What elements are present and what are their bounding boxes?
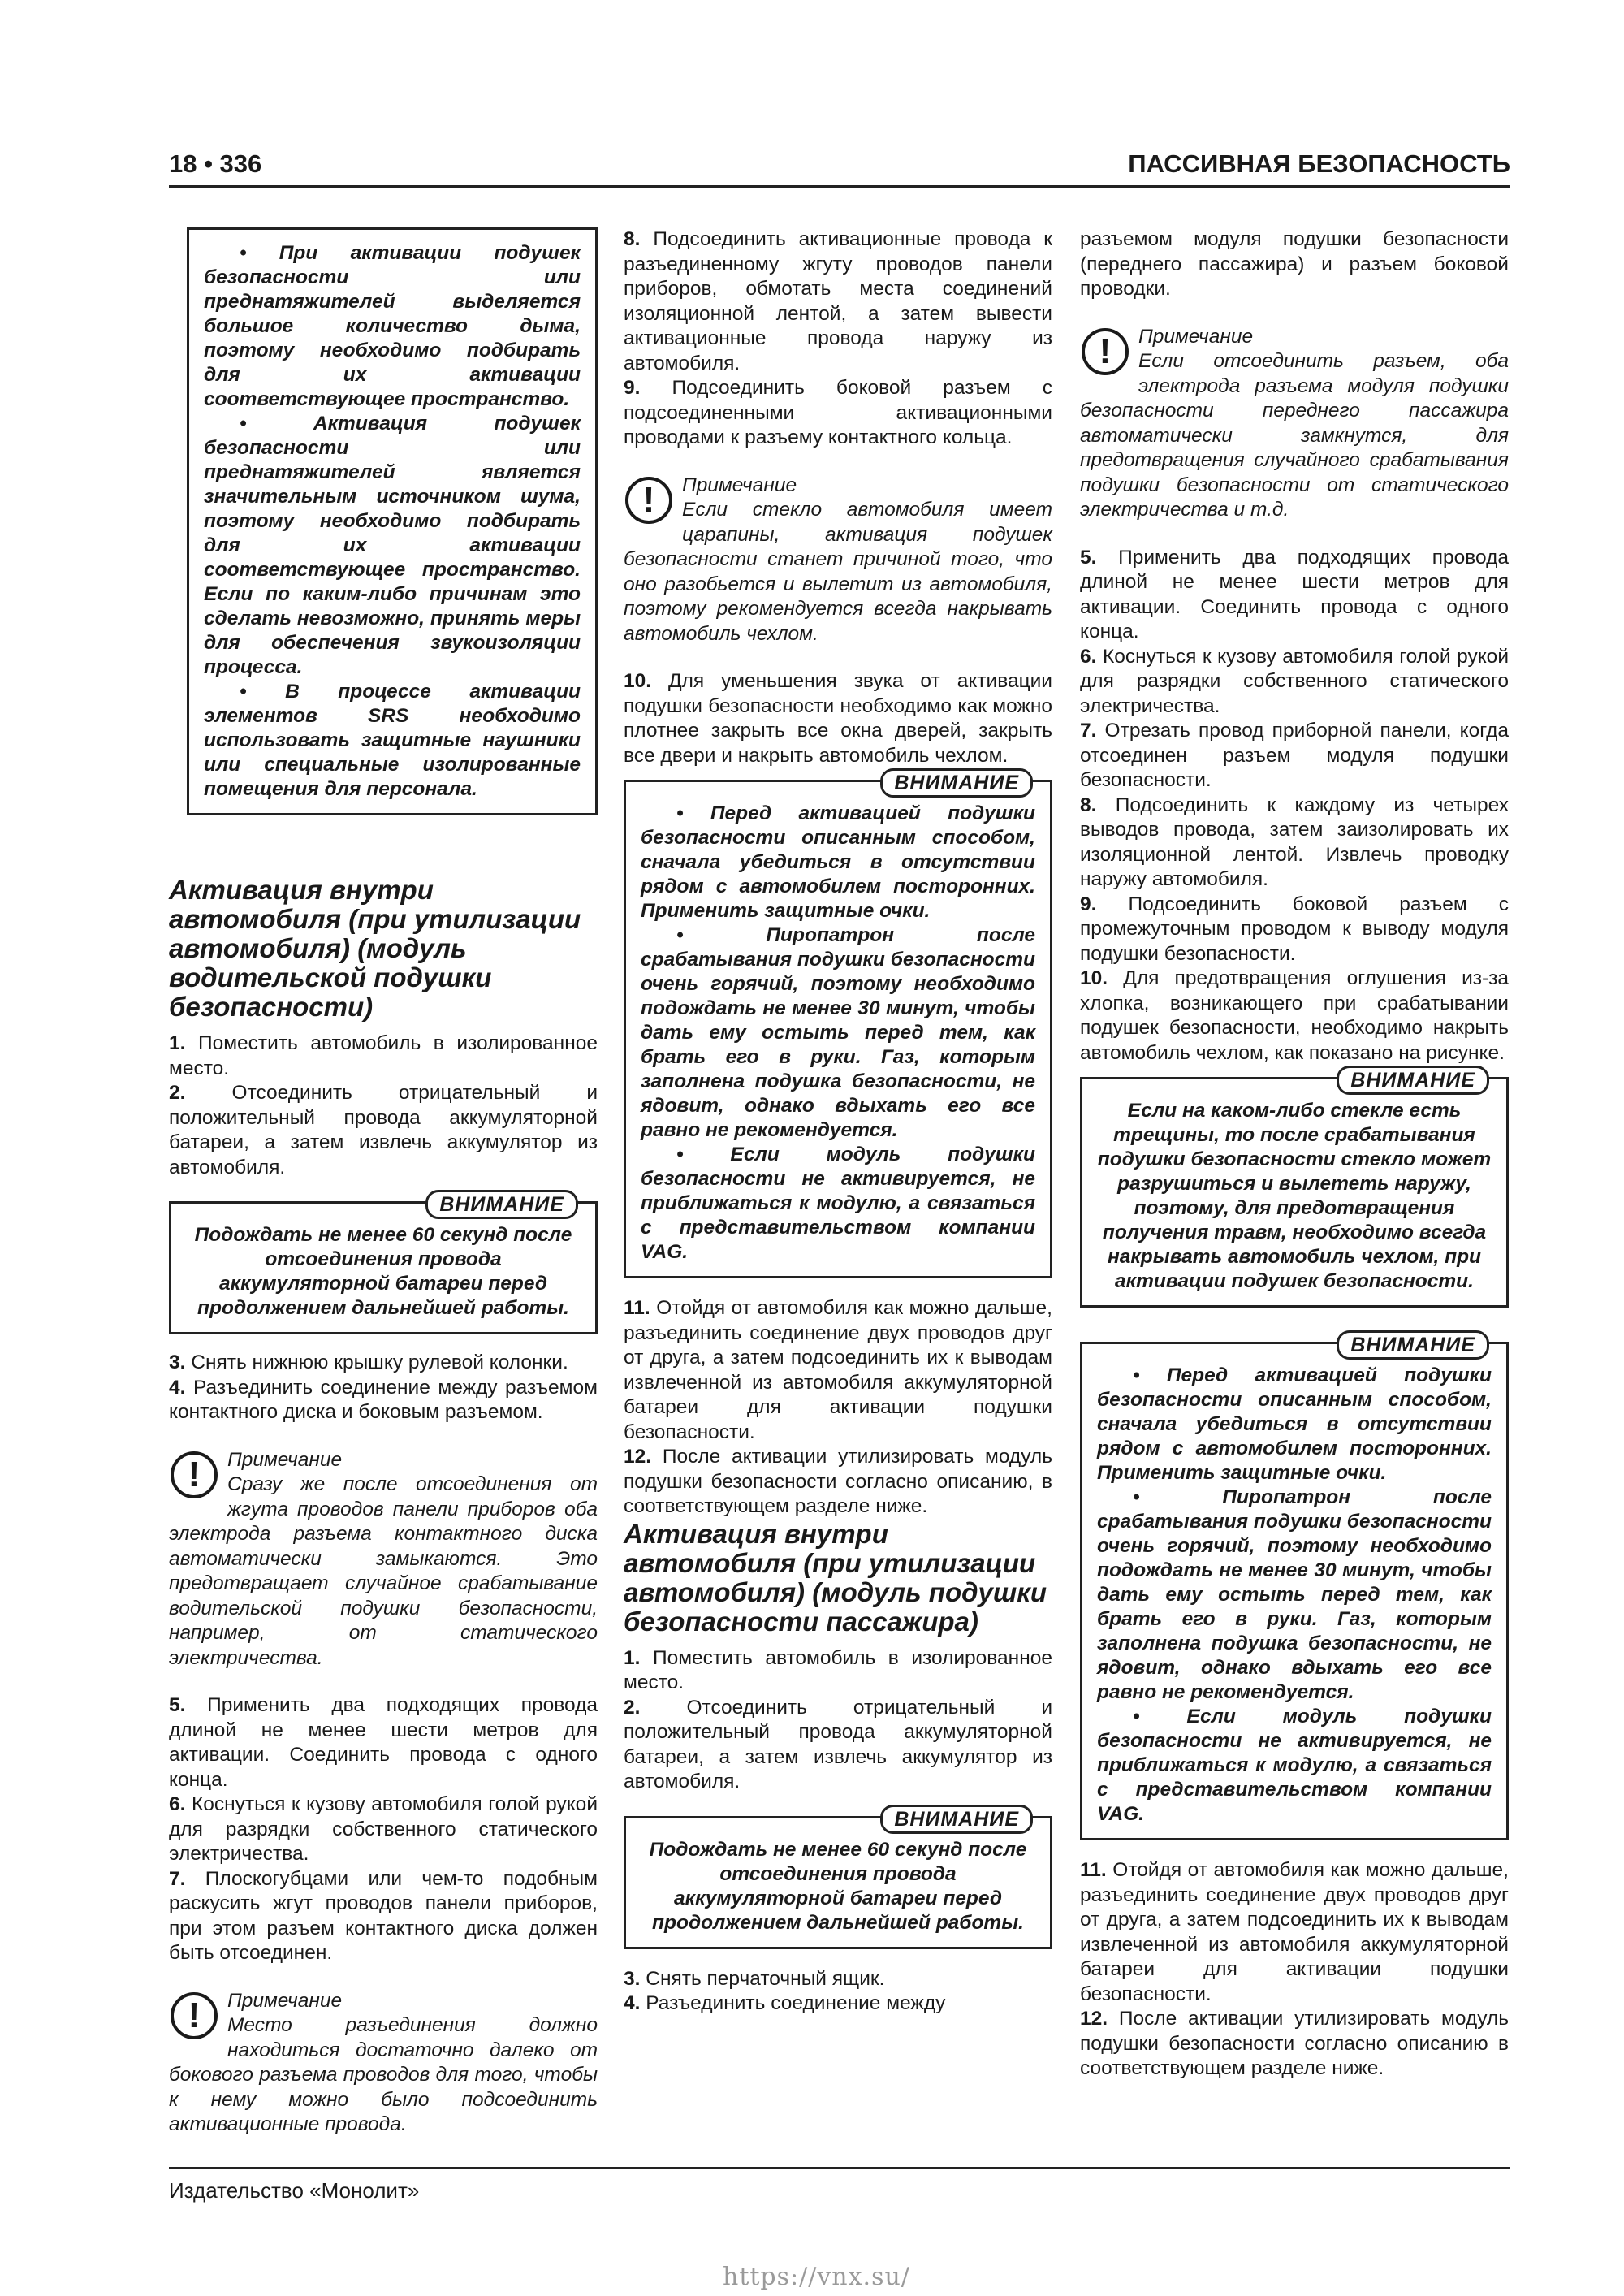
note-text: Место разъединения должно находиться достаточно далеко от бокового разъема проводов для того, чтобы к нему можно было подсоединить активационные провода. (169, 2014, 598, 2135)
section-heading: Активация внутри автомобиля (при утилизации автомобиля) (модуль водительской подушки безопасности) (169, 875, 581, 1022)
step-item: 11. Отойдя от автомобиля как можно дальше, разъединить соединение двух проводов друг от друга, а затем подсоединить их к выводам извлеченной из автомобиля аккумуляторной батареи для активации подушки безопасности. (1080, 1859, 1509, 2005)
section-title: ПАССИВНАЯ БЕЗОПАСНОСТЬ (1128, 149, 1510, 178)
exclamation-icon: ! (1082, 328, 1129, 375)
watermark-link[interactable]: https://vnx.su/ (723, 2263, 910, 2291)
warning-box (1080, 1066, 1509, 1308)
warning-box (1080, 1330, 1509, 1840)
publisher-name: Издательство «Монолит» (169, 2178, 420, 2203)
step-item: 2. Отсоединить отрицательный и положительный провода аккумуляторной батареи, а затем извлечь аккумулятор из автомобиля. (169, 1082, 598, 1178)
warning-box (624, 768, 1052, 1278)
step-item: 5. Применить два подходящих провода длиной не менее шести метров для активации. Соединить провода с одного конца. (169, 1694, 598, 1791)
caution-item: • Активация подушек безопасности или преднатяжителей является значительным источником шума, поэтому необходимо подбирать для их активации соответствующее пространство. Если по каким-либо причинам это сделать невозможно, принять меры для обеспечения звукоизоляции процесса. (204, 413, 581, 678)
note-title: Примечание (227, 1448, 343, 1471)
note-block (169, 1448, 598, 1671)
step-item: 3. Снять перчаточный ящик. (624, 1967, 885, 1990)
step-item: 4. Разъединить соединение между разъемом контактного диска и боковым разъемом. (169, 1376, 598, 1423)
column-1 (169, 227, 598, 2138)
note-title: Примечание (227, 1989, 343, 2012)
caution-item: • В процессе активации элементов SRS необходимо использовать защитные наушники или специальные изолированные помещения для персонала. (204, 681, 581, 800)
section-heading: Активация внутри автомобиля (при утилизации автомобиля) (модуль подушки безопасности пассажира) (624, 1518, 1047, 1637)
step-item: 9. Подсоединить боковой разъем с подсоединенными активационными проводами к разъему контактного кольца. (624, 377, 1052, 448)
warning-item: • Перед активацией подушки безопасности описанным способом, сначала убедиться в отсутствии рядом с автомобилем посторонних. Применить защитные очки. (1097, 1364, 1492, 1484)
step-item: 4. Разъединить соединение между (624, 1992, 946, 2014)
step-item: 10. Для уменьшения звука от активации подушки безопасности необходимо как можно плотнее закрыть все окна дверей, закрыть все двери и накрыть автомобиль чехлом. (624, 670, 1052, 767)
step-item: 3. Снять нижнюю крышку рулевой колонки. (169, 1351, 568, 1373)
step-item: 8. Подсоединить активационные провода к разъединенному жгуту проводов панели приборов, обмотать места соединений изоляционной лентой, а затем вывести активационные провода наружу из автомобиля. (624, 228, 1052, 374)
warning-item: • Если модуль подушки безопасности не активируется, не приближаться к модулю, а связаться с представительством компании VAG. (641, 1144, 1035, 1263)
step-item: 1. Поместить автомобиль в изолированное место. (624, 1646, 1052, 1693)
note-title: Примечание (1138, 325, 1254, 348)
note-title: Примечание (682, 473, 797, 496)
page-header (169, 146, 1510, 187)
warning-text: Подождать не менее 60 секунд после отсоединения провода аккумуляторной батареи перед продолжением дальнейшей работы. (194, 1224, 572, 1319)
note-block (624, 473, 1052, 647)
step-item: 7. Отрезать провод приборной панели, когда отсоединен разъем модуля подушки безопасности. (1080, 720, 1509, 791)
warning-item: • Если модуль подушки безопасности не активируется, не приближаться к модулю, а связаться с представительством компании VAG. (1097, 1706, 1492, 1825)
warning-label: ВНИМАНИЕ (880, 1805, 1033, 1834)
warning-label: ВНИМАНИЕ (1337, 1066, 1489, 1095)
warning-text: Если на каком-либо стекле есть трещины, то после срабатывания подушки безопасности стекло может разрушиться и вылететь наружу, поэтому, для предотвращения получения травм, необходимо всегда накрывать автомобиль чехлом, при активации подушек безопасности. (1097, 1100, 1492, 1292)
step-item: 9. Подсоединить боковой разъем с промежуточным проводом к выводу модуля подушки безопасности. (1080, 893, 1509, 965)
exclamation-icon: ! (171, 1992, 218, 2039)
note-text: Если отсоединить разъем, оба электрода разъема модуля подушки безопасности переднего пассажира автоматически замкнутся, для предотвращения случайного срабатывания подушки безопасности от статического электричества и т.д. (1080, 350, 1509, 521)
step-item: 6. Коснуться к кузову автомобиля голой рукой для разрядки собственного статического электричества. (1080, 645, 1509, 717)
footer-rule (169, 2167, 1510, 2169)
step-item: 8. Подсоединить к каждому из четырех выводов провода, затем заизолировать их изоляционной лентой. Извлечь проводку наружу автомобиля. (1080, 793, 1510, 890)
page-number: 18 • 336 (169, 149, 262, 178)
step-item: 5. Применить два подходящих провода длиной не менее шести метров для активации. Соединить провода с одного конца. (1080, 546, 1509, 642)
note-text: Если стекло автомобиля имеет царапины, активация подушек безопасности станет причиной того, что оно разобьется и вылетит из автомобиля, поэтому рекомендуется всегда накрывать автомобиль чехлом. (624, 499, 1052, 645)
column-2 (624, 227, 1052, 2017)
warning-label: ВНИМАНИЕ (880, 768, 1033, 798)
step-item: 10. Для предотвращения оглушения из-за хлопка, возникающего при срабатывании подушек безопасности, необходимо накрыть автомобиль чехлом, как показано на рисунке. (1080, 967, 1509, 1064)
step-item: 7. Плоскогубцами или чем-то подобным раскусить жгут проводов панели приборов, при этом разъем контактного диска должен быть отсоединен. (169, 1867, 598, 1964)
warning-item: • Перед активацией подушки безопасности описанным способом, сначала убедиться в отсутствии рядом с автомобилем посторонних. Применить защитные очки. (641, 802, 1035, 922)
warning-box (169, 1190, 598, 1334)
caution-box (187, 227, 598, 815)
caution-item: • При активации подушек безопасности или преднатяжителей выделяется большое количество дыма, поэтому необходимо подбирать для их активации соответствующее пространство. (204, 242, 581, 410)
step-item: 12. После активации утилизировать модуль подушки безопасности согласно описанию, в соответствующем разделе ниже. (624, 1446, 1052, 1517)
step-item: 11. Отойдя от автомобиля как можно дальше, разъединить соединение двух проводов друг от друга, а затем подсоединить их к выводам извлеченной из автомобиля аккумуляторной батареи для активации подушки безопасности. (624, 1297, 1052, 1443)
step-item: 1. Поместить автомобиль в изолированное место. (169, 1032, 598, 1079)
note-text: Сразу же после отсоединения от жгута проводов панели приборов оба электрода разъема контактного диска автоматически замыкаются. Это предотвращает случайное срабатывание водительской подушки безопасности, например, от статического электричества. (169, 1473, 598, 1669)
warning-text: Подождать не менее 60 секунд после отсоединения провода аккумуляторной батареи перед продолжением дальнейшей работы. (649, 1838, 1027, 1934)
continued-text: разъемом модуля подушки безопасности (переднего пассажира) и разъем боковой проводки. (1080, 228, 1509, 300)
warning-box (624, 1805, 1052, 1949)
warning-label: ВНИМАНИЕ (1337, 1330, 1489, 1360)
step-item: 12. После активации утилизировать модуль подушки безопасности согласно описанию в соответствующем разделе ниже. (1080, 2008, 1509, 2079)
step-item: 6. Коснуться к кузову автомобиля голой рукой для разрядки собственного статического электричества. (169, 1793, 598, 1865)
warning-item: • Пиропатрон после срабатывания подушки безопасности очень горячий, поэтому необходимо подождать не менее 30 минут, чтобы дать ему остыть перед тем, как брать его в руки. Газ, которым заполнена подушка безопасности, не ядовит, однако вдыхать его все равно не рекомендуется. (1097, 1486, 1492, 1703)
exclamation-icon: ! (171, 1451, 218, 1498)
warning-item: • Пиропатрон после срабатывания подушки безопасности очень горячий, поэтому необходимо подождать не менее 30 минут, чтобы дать ему остыть перед тем, как брать его в руки. Газ, которым заполнена подушка безопасности, не ядовит, однако вдыхать его все равно не рекомендуется. (641, 924, 1035, 1141)
column-3 (1080, 227, 1509, 2082)
warning-label: ВНИМАНИЕ (425, 1190, 578, 1219)
header-rule (169, 185, 1510, 188)
step-item: 2. Отсоединить отрицательный и положительный провода аккумуляторной батареи, а затем извлечь аккумулятор из автомобиля. (624, 1696, 1053, 1792)
exclamation-icon: ! (625, 477, 672, 524)
note-block (169, 1989, 598, 2138)
note-block (1080, 325, 1509, 523)
